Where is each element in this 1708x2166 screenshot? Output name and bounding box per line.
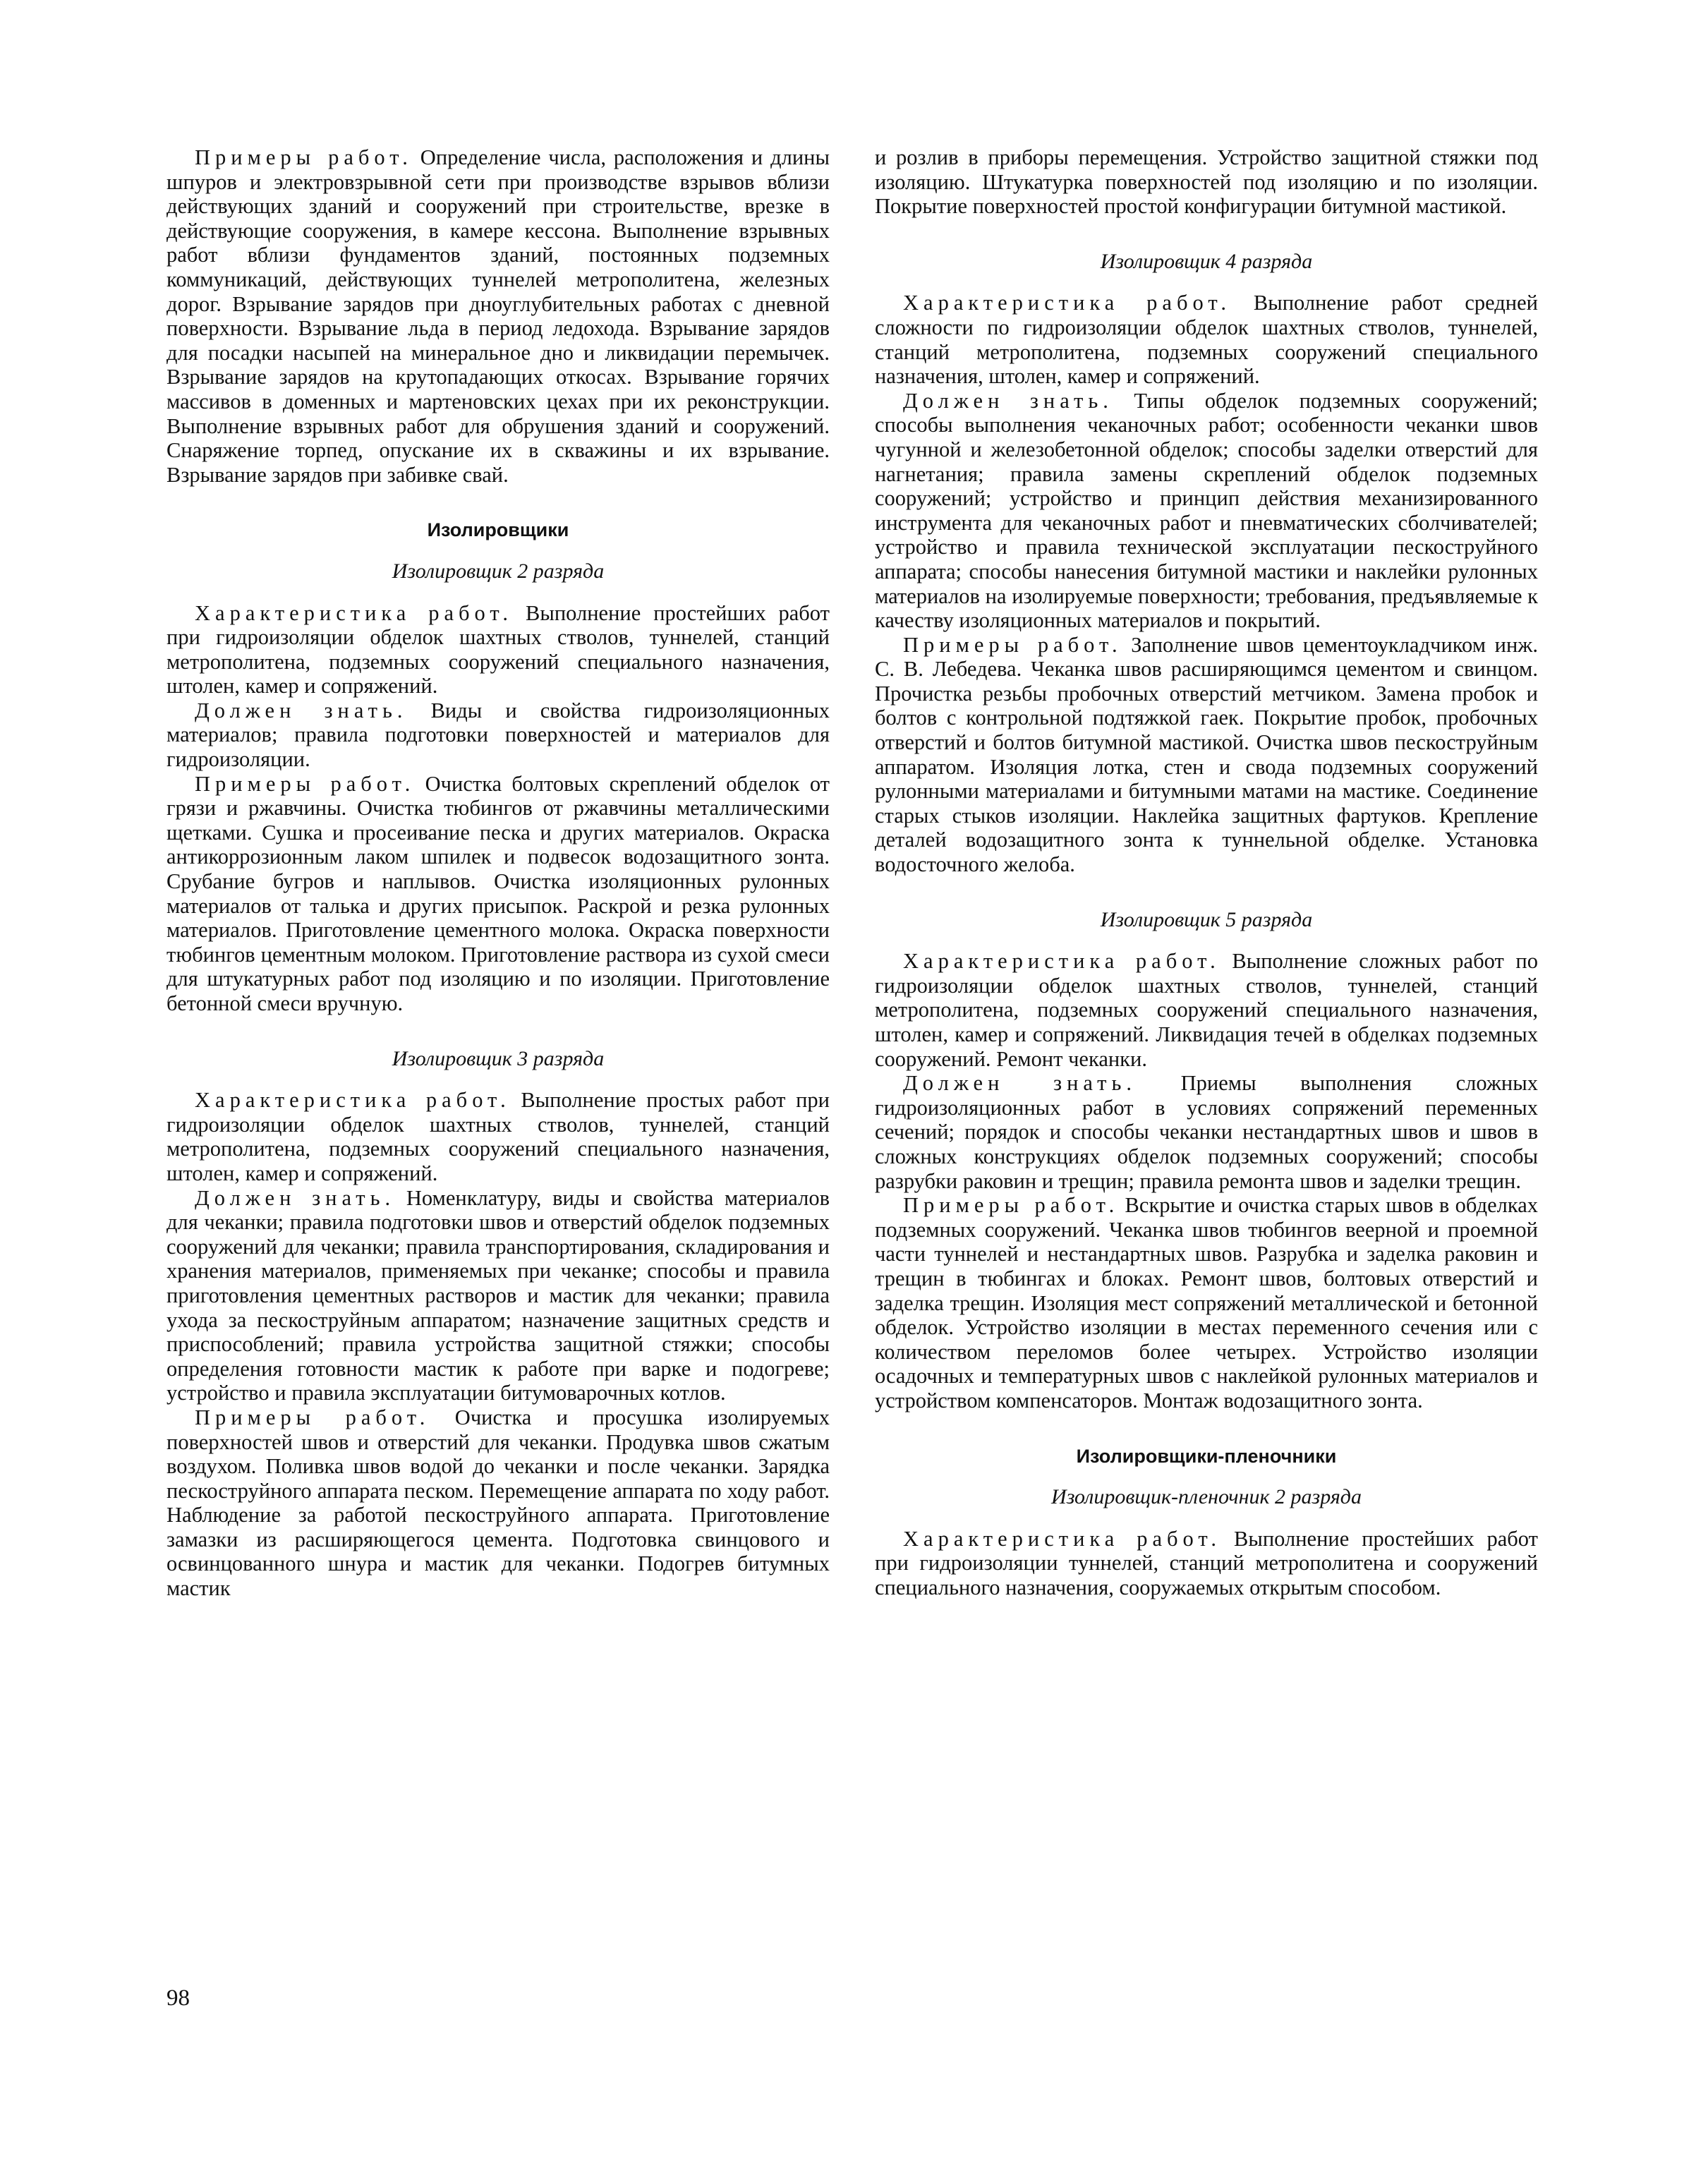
grade-4-heading: Изолировщик 4 разряда [1100, 249, 1313, 273]
grade-4-characteristics-label: Характеристика работ. [903, 291, 1231, 315]
grade-5-characteristics-text: Выполнение сложных работ по гидроизоляции обделок шахтных стволов, туннелей, станций метрополитена, подземных сооружений специального назначения, штолен, камер и сопряжений. Ликвидация течей в обделках подземных сооружений. Ремонт чеканки. [875, 949, 1538, 1071]
grade-4-knowledge [875, 389, 1538, 633]
grade-3-characteristics [166, 1088, 830, 1185]
right-column [875, 145, 1538, 1599]
film-grade-2-characteristics [875, 1527, 1538, 1600]
grade-2-characteristics [166, 601, 830, 698]
section-heading-insulators: Изолировщики [427, 519, 569, 541]
grade-4-characteristics-text: Выполнение работ средней сложности по гидроизоляции обделок шахтных стволов, туннелей, станций метрополитена, подземных сооружений специального назначения, штолен, камер и сопряжений. [875, 291, 1538, 389]
grade-5-knowledge [875, 1071, 1538, 1193]
grade-2-knowledge-label: Должен знать. [195, 698, 408, 722]
grade-3-examples-label: Примеры работ. [195, 1405, 430, 1429]
section-heading-film-insulators: Изолировщики-пленочники [1076, 1445, 1337, 1467]
grade-5-examples-label: Примеры работ. [903, 1193, 1120, 1218]
film-grade-2-characteristics-label: Характеристика работ. [903, 1526, 1222, 1551]
intro-paragraph [166, 145, 830, 487]
page-number: 98 [166, 1985, 190, 2011]
grade-4-knowledge-label: Должен знать. [903, 388, 1113, 413]
grade-4-knowledge-text: Типы обделок подземных сооружений; способы выполнения чеканочных работ; особенности чеканки швов чугунной и железобетонной обделок; способы заделки отверстий для нагнетания; правила замены скреплений обделок подземных сооружений; устройство и принцип действия механизированного инструмента для чеканочных работ и пневматических сболчивателей; устройство и правила технической эксплуатации пескоструйного аппарата; способы нанесения битумной мастики и наклейки рулонных материалов на изолируемые поверхности; требования, предъявляемые к качеству изоляционных материалов и покрытий. [875, 388, 1538, 633]
grade-4-characteristics [875, 291, 1538, 388]
grade-3-characteristics-text: Выполнение простых работ при гидроизоляции обделок шахтных стволов, туннелей, станций метрополитена, подземных сооружений специального назначения, штолен, камер и сопряжений. [166, 1088, 830, 1185]
grade-2-characteristics-text: Выполнение простейших работ при гидроизоляции обделок шахтных стволов, туннелей, станций метрополитена, подземных сооружений специального назначения, штолен, камер и сопряжений. [166, 600, 830, 698]
grade-5-examples [875, 1193, 1538, 1412]
film-grade-2-characteristics-text: Выполнение простейших работ при гидроизоляции туннелей, станций метрополитена и сооружений специального назначения, сооружаемых открытым способом. [875, 1526, 1538, 1599]
grade-2-characteristics-label: Характеристика работ. [195, 600, 514, 625]
grade-2-examples [166, 772, 830, 1016]
grade-3-heading: Изолировщик 3 разряда [392, 1046, 605, 1070]
grade-2-knowledge-text: Виды и свойства гидроизоляционных материалов; правила подготовки поверхностей и материалов для гидроизоляции. [166, 698, 830, 772]
intro-label: Примеры работ. [195, 145, 413, 169]
grade-3-knowledge-text: Номенклатуру, виды и свойства материалов для чеканки; правила подготовки швов и отверстий обделок подземных сооружений для чеканки; правила транспортирования, складирования и хранения материалов, применяемых при чеканке; способы и правила приготовления цементных растворов и мастик для чеканки; правила ухода за пескоструйным аппаратом; назначение защитных средств и приспособлений; правила устройства защитной стяжки; способы определения готовности мастик к работе при варке и подогреве; устройство и правила эксплуатации битумоварочных котлов. [166, 1185, 830, 1405]
grade-3-characteristics-label: Характеристика работ. [195, 1088, 511, 1113]
grade-4-examples-text: Заполнение швов цементоукладчиком инж. С. В. Лебедева. Чеканка швов расширяющимся цементом и свинцом. Прочистка резьбы пробочных отверстий метчиком. Замена пробок и болтов с контрольной подтяжкой гаек. Покрытие пробок, пробочных отверстий и болтов битумной мастикой. Очистка швов пескоструйным аппаратом. Изоляция лотка, стен и свода подземных сооружений рулонными материалами и битумными матами на мастике. Соединение старых стыков изоляции. Наклейка защитных фартуков. Крепление деталей водозащитного зонта к туннельной обделке. Установка водосточного желоба. [875, 632, 1538, 877]
continuation-paragraph: и розлив в приборы перемещения. Устройство защитной стяжки под изоляцию. Штукатурка поверхностей под изоляцию и по изоляции. Покрытие поверхностей простой конфигурации битумной мастикой. [875, 145, 1538, 219]
left-column [166, 145, 830, 1601]
grade-5-knowledge-text: Приемы выполнения сложных гидроизоляционных работ в условиях сопряжений переменных сечений; порядок и способы чеканки нестандартных швов и швов в сложных конструкциях обделок подземных сооружений; способы разрубки раковин и трещин; правила ремонта швов и заделки трещин. [875, 1071, 1538, 1193]
intro-text: Определение числа, расположения и длины шпуров и электровзрывной сети при производстве взрывов вблизи действующих зданий и сооружений при строительстве, врезке в действующие сооружения, в камере кессона. Выполнение взрывных работ вблизи фундаментов зданий, постоянных подземных коммуникаций, действующих туннелей метрополитена, железных дорог. Взрывание зарядов при дноуглубительных работах с дневной поверхности. Взрывание льда в период ледохода. Взрывание зарядов для посадки насыпей на минеральное дно и ликвидации перемычек. Взрывание зарядов на крутопадающих откосах. Взрывание горячих массивов в доменных и мартеновских цехах при их реконструкции. Выполнение взрывных работ для обрушения зданий и сооружений. Снаряжение торпед, опускание их в скважины и их взрывание. Взрывание зарядов при забивке свай. [166, 145, 830, 487]
film-grade-2-heading: Изолировщик-пленочник 2 разряда [1051, 1485, 1362, 1509]
grade-4-examples-label: Примеры работ. [903, 632, 1122, 657]
grade-3-examples [166, 1405, 830, 1601]
grade-3-examples-text: Очистка и просушка изолируемых поверхностей швов и отверстий для чеканки. Продувка швов сжатым воздухом. Поливка швов водой до чеканки и после чеканки. Зарядка пескоструйного аппарата песком. Перемещение аппарата по ходу работ. Наблюдение за работой пескоструйного аппарата. Приготовление замазки из расширяющегося цемента. Подготовка свинцового и освинцованного шнура и мастик для чеканки. Подогрев битумных мастик [166, 1405, 830, 1601]
grade-2-examples-text: Очистка болтовых скреплений обделок от грязи и ржавчины. Очистка тюбингов от ржавчины металлическими щетками. Сушка и просеивание песка и других материалов. Окраска антикоррозионным лаком шпилек и подвесок водозащитного зонта. Срубание бугров и наплывов. Очистка изоляционных рулонных материалов от талька и других присыпок. Раскрой и резка рулонных материалов. Приготовление цементного молока. Окраска поверхности тюбингов цементным молоком. Приготовление раствора из сухой смеси для штукатурных работ под изоляцию и по изоляции. Приготовление бетонной смеси вручную. [166, 771, 830, 1015]
grade-5-characteristics [875, 949, 1538, 1071]
grade-5-characteristics-label: Характеристика работ. [903, 949, 1221, 974]
grade-2-examples-label: Примеры работ. [195, 771, 416, 796]
grade-2-heading: Изолировщик 2 разряда [392, 559, 605, 583]
grade-2-knowledge [166, 698, 830, 772]
grade-3-knowledge [166, 1186, 830, 1405]
grade-4-examples [875, 633, 1538, 877]
grade-3-knowledge-label: Должен знать. [195, 1185, 396, 1210]
grade-5-knowledge-label: Должен знать. [903, 1071, 1137, 1096]
grade-5-heading: Изолировщик 5 разряда [1100, 907, 1313, 931]
grade-5-examples-text: Вскрытие и очистка старых швов в обделках подземных сооружений. Чеканка швов тюбингов веерной и проемной части туннелей и нестандартных швов. Разрубка и заделка раковин и трещин в тюбингах и блоках. Ремонт швов, болтовых отверстий и заделка трещин. Изоляция мест сопряжений металлической и бетонной обделок. Устройство изоляции в местах переменного сечения или с количеством переломов более четырех. Устройство изоляции осадочных и температурных швов с наклейкой рулонных материалов и устройством компенсаторов. Монтаж водозащитного зонта. [875, 1193, 1538, 1412]
